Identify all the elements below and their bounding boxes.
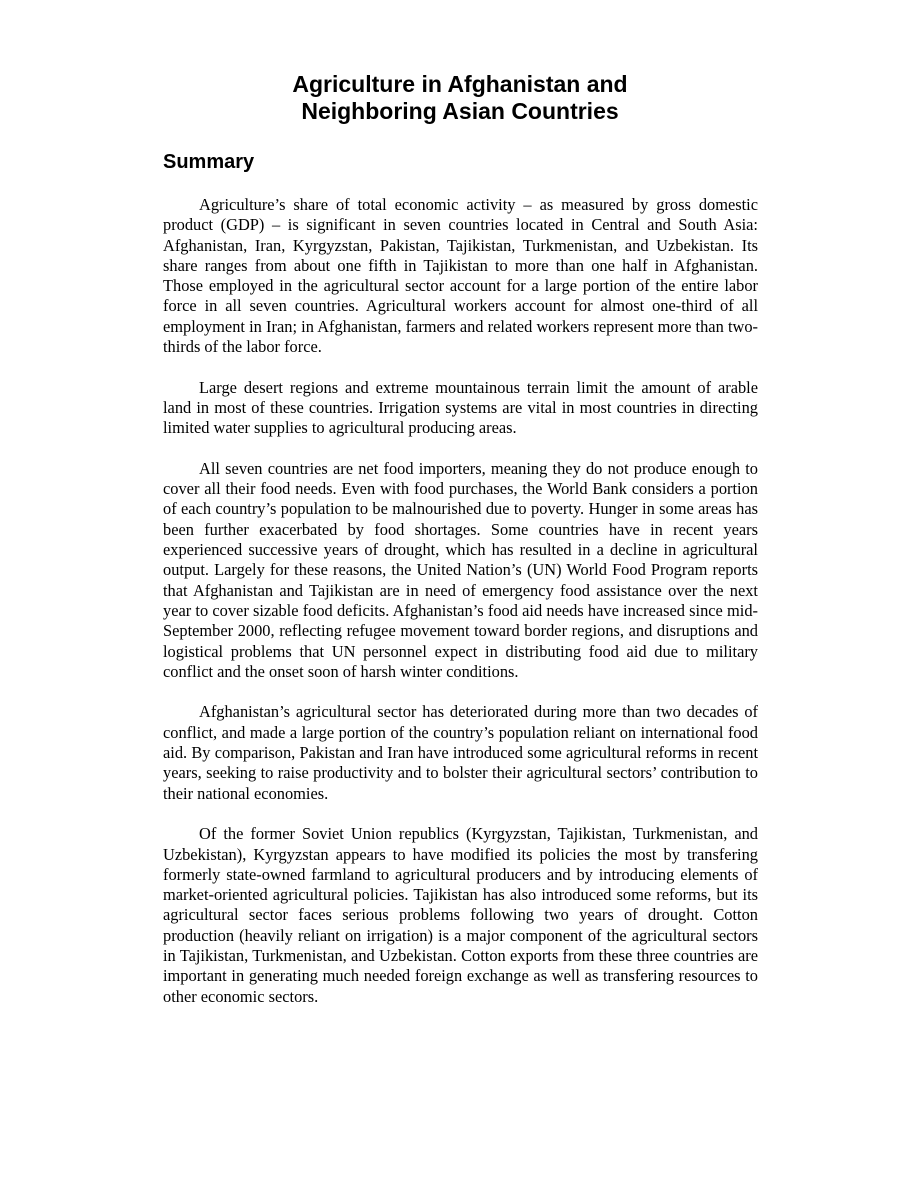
paragraph-former-soviet: Of the former Soviet Union republics (Kyrgyzstan, Tajikistan, Turkmenistan, and Uzbekistan), Kyrgyzstan appears to have modified its policies the most by transfering formerly state-owned farmland to agricultural producers and by introducing elements of market-oriented agricultural policies. Tajikistan has also introduced some reforms, but its agricultural sector faces serious problems following two years of drought. Cotton production (heavily reliant on irrigation) is a major component of the agricultural sectors in Tajikistan, Turkmenistan, and Uzbekistan. Cotton exports from these three countries are important in generating much needed foreign exchange as well as transfering resources to other economic sectors. — [163, 824, 758, 1006]
paragraph-food-importers: All seven countries are net food importers, meaning they do not produce enough to cover all their food needs. Even with food purchases, the World Bank considers a portion of each country’s population to be malnourished due to poverty. Hunger in some areas has been further exacerbated by food shortages. Some countries have in recent years experienced successive years of drought, which has resulted in a decline in agricultural output. Largely for these reasons, the United Nation’s (UN) World Food Program reports that Afghanistan and Tajikistan are in need of emergency food assistance over the next year to cover sizable food deficits. Afghanistan’s food aid needs have increased since mid-September 2000, reflecting refugee movement toward border regions, and disruptions and logistical problems that UN personnel expect in distributing food aid due to military conflict and the onset soon of harsh winter conditions. — [163, 458, 758, 681]
paragraph-afghanistan-sector: Afghanistan’s agricultural sector has deteriorated during more than two decades of conflict, and made a large portion of the country’s population reliant on international food aid. By comparison, Pakistan and Iran have introduced some agricultural reforms in recent years, seeking to raise productivity and to bolster their agricultural sectors’ contribution to their national economies. — [163, 702, 758, 803]
title-line-2: Neighboring Asian Countries — [301, 98, 619, 125]
title-line-1: Agriculture in Afghanistan and — [292, 71, 628, 98]
section-heading-summary: Summary — [163, 151, 255, 173]
paragraph-arable-land: Large desert regions and extreme mountainous terrain limit the amount of arable land in most of these countries. Irrigation systems are vital in most countries in directing limited water supplies to agricultural producing areas. — [163, 377, 758, 438]
summary-body — [163, 195, 758, 1027]
document-title — [200, 71, 720, 125]
paragraph-gdp-share: Agriculture’s share of total economic activity – as measured by gross domestic product (GDP) – is significant in seven countries located in Central and South Asia: Afghanistan, Iran, Kyrgyzstan, Pakistan, Tajikistan, Turkmenistan, and Uzbekistan. Its share ranges from about one fifth in Tajikistan to more than one half in Afghanistan. Those employed in the agricultural sector account for a large portion of the entire labor force in all seven countries. Agricultural workers account for almost one-third of all employment in Iran; in Afghanistan, farmers and related workers represent more than two-thirds of the labor force. — [163, 195, 758, 357]
